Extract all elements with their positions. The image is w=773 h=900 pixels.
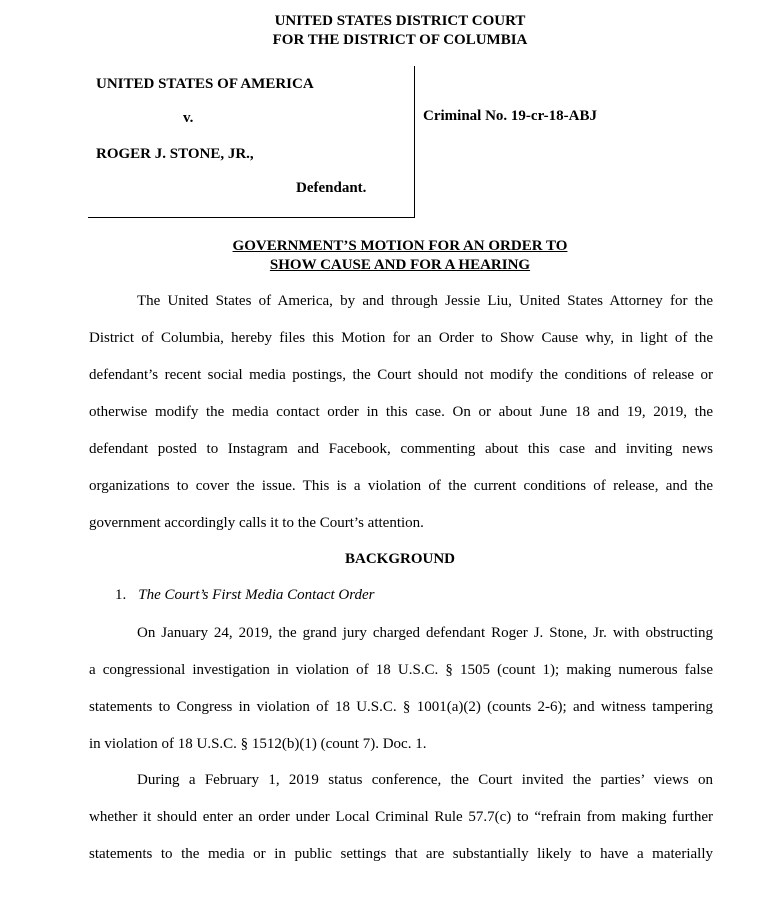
motion-title (0, 237, 773, 275)
background-heading: BACKGROUND (344, 551, 455, 567)
paragraph-3-line: statements to the media or in public settings that are substantially likely to have a materially (89, 846, 713, 862)
court-name: UNITED STATES DISTRICT COURT (274, 13, 526, 29)
paragraph-2-line: a congressional investigation in violation of 18 U.S.C. § 1505 (count 1); making numerous false (89, 662, 713, 678)
court-district: FOR THE DISTRICT OF COLUMBIA (272, 32, 528, 48)
subsection-title: The Court’s First Media Contact Order (138, 587, 375, 603)
defendant-label: Defendant. (296, 180, 367, 196)
intro-line: defendant posted to Instagram and Facebook, commenting about this case and inviting news (89, 441, 713, 457)
paragraph-3-line: During a February 1, 2019 status conference, the Court invited the parties’ views on (137, 772, 713, 788)
caption-horizontal-rule (88, 217, 415, 218)
motion-title-line-1: GOVERNMENT’S MOTION FOR AN ORDER TO (232, 238, 568, 254)
motion-title-line-2: SHOW CAUSE AND FOR A HEARING (269, 257, 531, 273)
subsection-heading (115, 587, 375, 604)
court-header (0, 12, 773, 50)
intro-line: organizations to cover the issue. This is a violation of the current conditions of release, and the (89, 478, 713, 494)
subsection-number: 1. (115, 587, 127, 603)
paragraph-2-line: On January 24, 2019, the grand jury charged defendant Roger J. Stone, Jr. with obstructing (137, 625, 713, 641)
plaintiff-name: UNITED STATES OF AMERICA (96, 76, 314, 92)
versus-label: v. (183, 110, 194, 126)
criminal-number: Criminal No. 19-cr-18-ABJ (423, 108, 597, 124)
intro-line: defendant’s recent social media postings, the Court should not modify the conditions of release or (89, 367, 713, 383)
intro-line: otherwise modify the media contact order in this case. On or about June 18 and 19, 2019, the (89, 404, 713, 420)
paragraph-3-line: whether it should enter an order under Local Criminal Rule 57.7(c) to “refrain from making further (89, 809, 713, 825)
intro-line: government accordingly calls it to the Court’s attention. (89, 515, 424, 531)
paragraph-2-line: in violation of 18 U.S.C. § 1512(b)(1) (count 7). Doc. 1. (89, 736, 427, 752)
defendant-name: ROGER J. STONE, JR., (96, 146, 254, 162)
paragraph-2-line: statements to Congress in violation of 18 U.S.C. § 1001(a)(2) (counts 2-6); and witness tampering (89, 699, 713, 715)
caption-vertical-rule (414, 66, 415, 218)
intro-line: The United States of America, by and through Jessie Liu, United States Attorney for the (137, 293, 713, 309)
intro-line: District of Columbia, hereby files this Motion for an Order to Show Cause why, in light of the (89, 330, 713, 346)
